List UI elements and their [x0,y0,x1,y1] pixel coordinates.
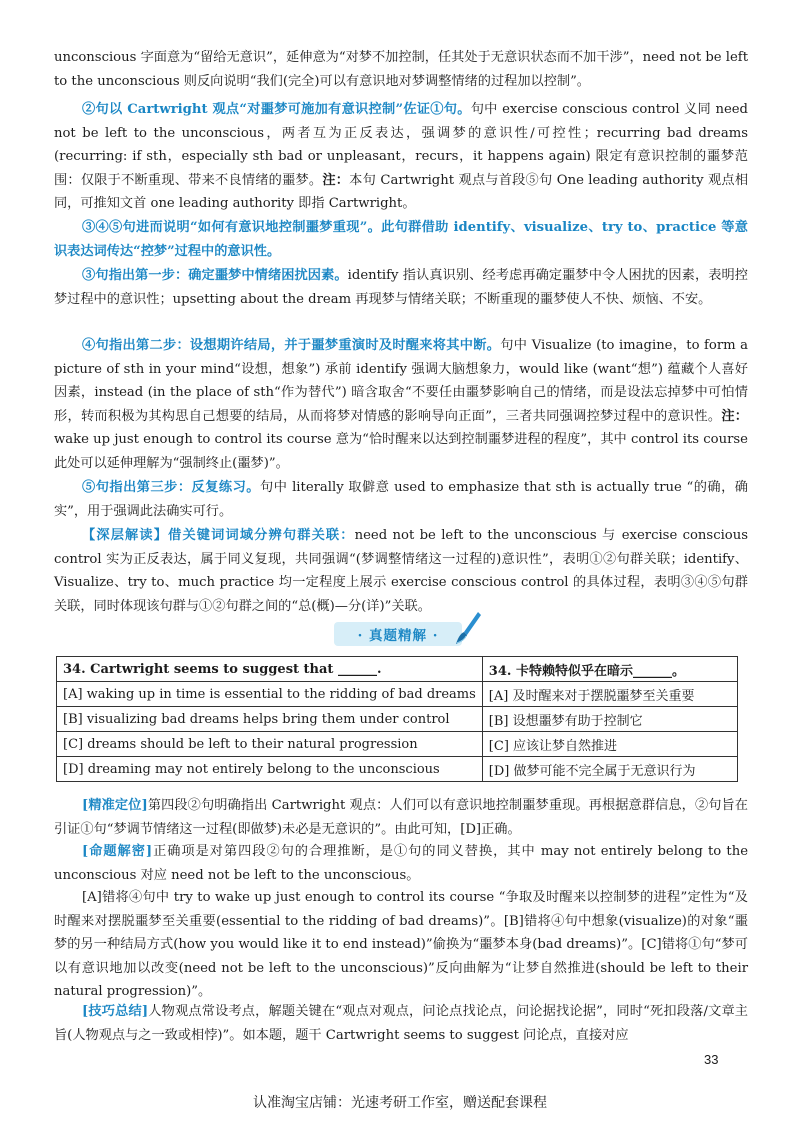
brush-icon [454,610,482,646]
paragraph-deep-reading [54,524,748,618]
option-d-cn: [D] 做梦可能不完全属于无意识行为 [482,757,737,782]
footer-note: 认准淘宝店铺：光速考研工作室，赠送配套课程 [253,1095,547,1111]
page-number: 33 [704,1052,719,1067]
note-label: 注： [322,172,350,188]
skill-summary-label: [技巧总结] [82,1004,149,1019]
option-c-en: [C] dreams should be left to their natural progression [57,732,483,757]
sentence-2-body: 句中 exercise conscious control 义同 need not be left to the unconscious，两者互为正反表达，强调梦的意识性/可控性；recurring bad dreams (recurring: if sth，especially sth bad or unpleasant，recurs，it happens again) 限定有意识控制的噩梦范围：仅限于不断重现、带来不良情绪的噩梦。 [54,102,748,188]
option-row-c [57,732,738,757]
paragraph-skill-summary [54,1000,748,1047]
question-stem-en: 34. Cartwright seems to suggest that ______. [57,657,483,682]
deep-reading-label: 【深层解读】 [82,528,169,543]
paragraph-sentence-4 [54,334,748,475]
option-row-a [57,682,738,707]
question-stem-row [57,657,738,682]
paragraph-text: unconscious 字面意为“留给无意识”，延伸意为“对梦不加控制，任其处于无意识状态而不加干涉”，need not be left to the unconscious 则反向说明“我们(完全)可以有意识地对梦调整情绪的过程加以控制”。 [54,50,748,89]
question-table [56,656,738,782]
sentence-3-heading: ③句指出第一步：确定噩梦中情绪困扰因素。 [82,268,348,283]
option-row-b [57,707,738,732]
paragraph-sentence-3 [54,264,748,311]
option-c-cn: [C] 应该让梦自然推进 [482,732,737,757]
section-banner: · 真题精解 · [334,622,462,646]
deep-reading-body: need not be left to the unconscious 与 exercise conscious control 实为正反表达，属于同义复现，共同强调“(梦调整情绪这一过程的)意识性”，表明①②句群关联；identify、Visualize、try to、much practice 均一定程度上展示 exercise conscious control 的具体过程，表明③④⑤句群关联，同时体现该句群与①②句群之间的“总(概)—分(详)”关联。 [54,528,748,614]
skill-summary-body: 人物观点常设考点，解题关键在“观点对观点，问论点找论点，问论据找论据”，同时“死扣段落/文章主旨(人物观点与之一致或相悖)”。如本题，题干 Cartwright seems to suggest 问论点，直接对应 [54,1004,748,1043]
option-b-en: [B] visualizing bad dreams helps bring them under control [57,707,483,732]
sentence-4-body: 句中 Visualize (to imagine，to form a picture of sth in your mind“设想，想象”) 承前 identify 强调大脑想象力，would like (want“想”) 蕴藏个人喜好因素，instead (in the place of sth“作为替代”) 暗含取舍“不要任由噩梦影响自己的情绪，而是设法忘掉梦中可怕情形，转而积极为其构思自己想要的结局，从而将梦对情感的影响导向正面”，三者共同强调控梦过程中的意识性。 [54,338,749,424]
sentence-3-body: identify 指认真识别、经考虑再确定噩梦中令人困扰的因素，表明控梦过程中的意识性；upsetting about the dream 再现梦与情绪关联；不断重现的噩梦使人不快、烦恼、不安。 [54,268,748,307]
paragraph-sentence-2 [54,98,748,216]
wrong-options-body: [A]错将④句中 try to wake up just enough to control its course “争取及时醒来以控制梦的进程”定性为“及时醒来对摆脱噩梦至关重要(essential to the ridding of bad dreams)”。[B]错将④句中想象(visualize)的对象“噩梦的另一种结局方式(how you would like it to end instead)”偷换为“噩梦本身(bad dreams)”。[C]错将①句“梦可以有意识地加以改变(need not be left to the unconscious)”反向曲解为“让梦自然推进(should be left to their natural progression)”。 [54,890,748,999]
paragraph-unconscious [54,46,748,93]
option-a-cn: [A] 及时醒来对于摆脱噩梦至关重要 [482,682,737,707]
paragraph-precise-locate [54,794,748,841]
question-stem-cn: 34. 卡特赖特似乎在暗示______。 [482,657,737,682]
option-a-en: [A] waking up in time is essential to the ridding of bad dreams [57,682,483,707]
precise-locate-body: 第四段②句明确指出 Cartwright 观点：人们可以有意识地控制噩梦重现。再根据意群信息，②句旨在引证①句“梦调节情绪这一过程(即做梦)未必是无意识的”。由此可知，[D]正确。 [54,798,748,837]
sentence-5-heading: ⑤句指出第三步：反复练习。 [82,480,260,495]
precise-locate-label: [精准定位] [82,798,148,813]
sentence-2-note: 本句 Cartwright 观点与首段⑤句 One leading authority 观点相同，可推知文首 one leading authority 即指 Cartwright。 [54,172,749,211]
decode-label: [命题解密] [82,844,153,859]
sentence-5-body: 句中 literally 取僻意 used to emphasize that sth is actually true “的确，确实”，用于强调此法确实可行。 [54,480,748,519]
paragraph-decode [54,840,748,887]
option-b-cn: [B] 设想噩梦有助于控制它 [482,707,737,732]
paragraph-sentence-345 [54,216,748,263]
decode-body: 正确项是对第四段②句的合理推断，是①句的同义替换，其中 may not entirely belong to the unconscious 对应 need not be left to the unconscious。 [54,844,748,883]
note-label: 注： [721,408,748,424]
paragraph-sentence-5 [54,476,748,523]
paragraph-wrong-options [54,886,748,1004]
option-d-en: [D] dreaming may not entirely belong to the unconscious [57,757,483,782]
option-row-d [57,757,738,782]
deep-reading-heading: 借关键词词域分辨句群关联： [168,528,355,543]
sentence-2-heading: ②句以 Cartwright 观点“对噩梦可施加有意识控制”佐证①句。 [82,102,471,117]
sentence-4-note: wake up just enough to control its course 意为“恰时醒来以达到控制噩梦进程的程度”，其中 control its course 此处可以延伸理解为“强制终止(噩梦)”。 [54,432,748,471]
sentence-345-heading: ③④⑤句进而说明“如何有意识地控制噩梦重现”。此句群借助 identify、visualize、try to、practice 等意识表达词传达“控梦”过程中的意识性。 [54,220,748,259]
sentence-4-heading: ④句指出第二步：设想期许结局，并于噩梦重演时及时醒来将其中断。 [82,338,501,353]
